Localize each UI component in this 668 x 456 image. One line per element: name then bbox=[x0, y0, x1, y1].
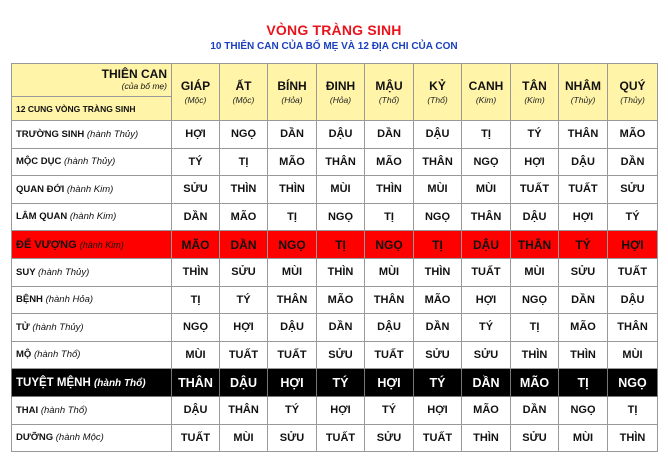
table-row bbox=[12, 148, 658, 176]
table-cell: HỢI bbox=[365, 369, 414, 397]
table-cell: THÌN bbox=[414, 259, 462, 287]
row-label-cell bbox=[12, 341, 172, 369]
row-note: (hành Thủy) bbox=[38, 266, 90, 278]
table-cell: THÂN bbox=[365, 286, 414, 314]
table-cell: TÝ bbox=[365, 397, 414, 425]
table-cell: NGỌ bbox=[365, 231, 414, 259]
table-cell: THÌN bbox=[511, 341, 559, 369]
table-cell: HỢI bbox=[172, 121, 220, 149]
table-cell: THÂN bbox=[462, 203, 511, 231]
table-cell: TUẤT bbox=[608, 259, 658, 287]
page-title: VÒNG TRÀNG SINH bbox=[266, 22, 402, 38]
table-cell: DẬU bbox=[608, 286, 658, 314]
table-cell: TÝ bbox=[220, 286, 268, 314]
table-cell: THÂN bbox=[220, 397, 268, 425]
table-cell: MÙI bbox=[511, 259, 559, 287]
table-cell: MÃO bbox=[608, 121, 658, 149]
corner-note-label: (của bố mẹ) bbox=[121, 81, 167, 91]
row-note: (hành Thổ) bbox=[40, 404, 88, 416]
row-note: (hành Kim) bbox=[69, 211, 117, 223]
table-cell: NGỌ bbox=[559, 397, 608, 425]
table-cell: HỢI bbox=[608, 231, 658, 259]
table-cell: TÝ bbox=[414, 369, 462, 397]
table-cell: TỊ bbox=[172, 286, 220, 314]
stem-element: (Thủy) bbox=[570, 94, 596, 105]
stem-header bbox=[414, 64, 462, 121]
table-cell: NGỌ bbox=[414, 203, 462, 231]
row-note: (hành Kim) bbox=[79, 239, 124, 250]
stem-element: (Thủy) bbox=[620, 94, 645, 105]
table-cell: TÝ bbox=[511, 121, 559, 149]
table-cell: TUẤT bbox=[365, 341, 414, 369]
stem-element: (Thổ) bbox=[378, 94, 400, 105]
table-cell: TUẤT bbox=[268, 341, 317, 369]
table-cell: MÃO bbox=[414, 286, 462, 314]
table-cell: MÙI bbox=[608, 341, 658, 369]
table-cell: THÌN bbox=[365, 176, 414, 204]
table-cell: SỬU bbox=[220, 259, 268, 287]
table-row bbox=[12, 341, 658, 369]
stem-element: (Mộc) bbox=[232, 94, 255, 105]
stem-name: TÂN bbox=[522, 78, 547, 93]
table-cell: TỊ bbox=[511, 314, 559, 342]
row-note: (hành Thổ) bbox=[93, 377, 146, 389]
table-cell: TUẤT bbox=[511, 176, 559, 204]
row-note: (hành Thủy) bbox=[86, 128, 139, 140]
table-cell: SỬU bbox=[268, 424, 317, 452]
stem-name: MẬU bbox=[375, 78, 403, 93]
table-cell: THÂN bbox=[414, 148, 462, 176]
stem-element: (Thổ) bbox=[427, 94, 448, 105]
row-label-cell bbox=[12, 203, 172, 231]
table-cell: DẬU bbox=[220, 369, 268, 397]
stem-element: (Hỏa) bbox=[329, 94, 352, 105]
table-row bbox=[12, 176, 658, 204]
table-cell: TUẤT bbox=[220, 341, 268, 369]
table-cell: DẬU bbox=[511, 203, 559, 231]
table-cell: DẬU bbox=[559, 148, 608, 176]
table-cell: MÃO bbox=[559, 314, 608, 342]
table-row bbox=[12, 259, 658, 287]
table-cell: MÃO bbox=[268, 148, 317, 176]
table-cell: MÃO bbox=[172, 231, 220, 259]
table-cell: SỬU bbox=[317, 341, 365, 369]
row-label-cell bbox=[12, 121, 172, 149]
table-cell: DẦN bbox=[414, 314, 462, 342]
table-cell: HỢI bbox=[220, 314, 268, 342]
table-cell: DẬU bbox=[414, 121, 462, 149]
table-cell: TUẤT bbox=[172, 424, 220, 452]
table-row bbox=[12, 231, 658, 259]
table-cell: MÃO bbox=[317, 286, 365, 314]
table-cell: THÌN bbox=[608, 424, 658, 452]
table-cell: THÂN bbox=[268, 286, 317, 314]
table-row bbox=[12, 369, 658, 397]
table-cell: DẦN bbox=[559, 286, 608, 314]
row-label-cell bbox=[12, 259, 172, 287]
table-cell: HỢI bbox=[462, 286, 511, 314]
table-cell: HỢI bbox=[559, 203, 608, 231]
table-cell: THÌN bbox=[559, 341, 608, 369]
row-label: THAI bbox=[16, 404, 39, 416]
table-cell: MÙI bbox=[462, 176, 511, 204]
table-cell: MÙI bbox=[414, 176, 462, 204]
row-label: TRƯỜNG SINH bbox=[16, 128, 85, 140]
table-cell: SỬU bbox=[172, 176, 220, 204]
table-cell: HỢI bbox=[317, 397, 365, 425]
row-note: (hành Hỏa) bbox=[45, 294, 94, 306]
corner-main-label: THIÊN CAN bbox=[101, 67, 167, 81]
header-corner bbox=[12, 64, 172, 97]
table-cell: THÌN bbox=[462, 424, 511, 452]
table-row bbox=[12, 397, 658, 425]
table-row bbox=[12, 286, 658, 314]
table-cell: THÌN bbox=[220, 176, 268, 204]
table-cell: THÂN bbox=[608, 314, 658, 342]
stem-name: BÍNH bbox=[277, 78, 307, 93]
table-cell: MÃO bbox=[220, 203, 268, 231]
table-cell: THÌN bbox=[317, 259, 365, 287]
table-cell: DẦN bbox=[172, 203, 220, 231]
table-cell: SỬU bbox=[511, 424, 559, 452]
row-note: (hành Thủy) bbox=[64, 156, 116, 168]
row-label: MỘC DỤC bbox=[16, 156, 62, 168]
table-cell: THÌN bbox=[268, 176, 317, 204]
table-cell: DẦN bbox=[317, 314, 365, 342]
table-cell: MÙI bbox=[268, 259, 317, 287]
table-cell: TỊ bbox=[462, 121, 511, 149]
stem-header bbox=[608, 64, 658, 121]
stem-name: ẤT bbox=[235, 78, 252, 93]
table-cell: DẦN bbox=[220, 231, 268, 259]
table-cell: SỬU bbox=[559, 259, 608, 287]
stem-name: CANH bbox=[468, 78, 504, 93]
table-cell: TÝ bbox=[268, 397, 317, 425]
row-label-cell bbox=[12, 286, 172, 314]
table-cell: NGỌ bbox=[608, 369, 658, 397]
table-cell: THÂN bbox=[317, 148, 365, 176]
table-cell: TÝ bbox=[462, 314, 511, 342]
table-cell: DẬU bbox=[365, 314, 414, 342]
header-row bbox=[12, 64, 658, 97]
table-cell: HỢI bbox=[511, 148, 559, 176]
stem-header bbox=[268, 64, 317, 121]
table-cell: DẦN bbox=[511, 397, 559, 425]
table-cell: NGỌ bbox=[172, 314, 220, 342]
stem-name: KỶ bbox=[429, 78, 446, 93]
row-label: QUAN ĐỚI bbox=[16, 183, 65, 195]
table-cell: TÝ bbox=[608, 203, 658, 231]
table-cell: DẦN bbox=[462, 369, 511, 397]
row-label-cell bbox=[12, 176, 172, 204]
table-cell: NGỌ bbox=[268, 231, 317, 259]
row-label: MỘ bbox=[16, 349, 32, 361]
table-row bbox=[12, 424, 658, 452]
table-cell: DẬU bbox=[317, 121, 365, 149]
table-cell: MÙI bbox=[172, 341, 220, 369]
row-label: BỆNH bbox=[16, 294, 43, 306]
table-cell: TÝ bbox=[172, 148, 220, 176]
table-cell: NGỌ bbox=[511, 286, 559, 314]
table-cell: TỊ bbox=[365, 203, 414, 231]
table-cell: THÂN bbox=[172, 369, 220, 397]
stem-header bbox=[511, 64, 559, 121]
table-cell: THÂN bbox=[511, 231, 559, 259]
table-cell: MÙI bbox=[220, 424, 268, 452]
table-cell: TÝ bbox=[317, 369, 365, 397]
table-cell: SỬU bbox=[608, 176, 658, 204]
table-cell: MÃO bbox=[365, 148, 414, 176]
stem-header bbox=[462, 64, 511, 121]
table-cell: TỊ bbox=[268, 203, 317, 231]
table-cell: TỊ bbox=[317, 231, 365, 259]
table-cell: MÃO bbox=[462, 397, 511, 425]
table-cell: SỬU bbox=[365, 424, 414, 452]
table-cell: MÙI bbox=[317, 176, 365, 204]
truong-sinh-table bbox=[11, 63, 658, 452]
stem-element: (Kim) bbox=[524, 94, 545, 105]
row-label-cell bbox=[12, 148, 172, 176]
table-cell: MÃO bbox=[511, 369, 559, 397]
table-cell: SỬU bbox=[462, 341, 511, 369]
row-note: (hành Kim) bbox=[66, 183, 114, 195]
row-label: TUYỆT MỆNH bbox=[16, 376, 91, 389]
table-cell: DẦN bbox=[268, 121, 317, 149]
stem-header bbox=[559, 64, 608, 121]
table-cell: SỬU bbox=[414, 341, 462, 369]
stem-header bbox=[172, 64, 220, 121]
corner-sub-label: 12 CUNG VÒNG TRÀNG SINH bbox=[12, 97, 172, 121]
row-label-cell bbox=[12, 424, 172, 452]
table-cell: DẦN bbox=[365, 121, 414, 149]
table-cell: TỊ bbox=[220, 148, 268, 176]
table-cell: THÌN bbox=[172, 259, 220, 287]
stem-element: (Hỏa) bbox=[281, 94, 303, 105]
row-note: (hành Mộc) bbox=[55, 432, 104, 444]
table-cell: DẬU bbox=[268, 314, 317, 342]
table-cell: TUẤT bbox=[317, 424, 365, 452]
page-subtitle: 10 THIÊN CAN CỦA BỐ MẸ VÀ 12 ĐỊA CHI CỦA CON bbox=[210, 41, 458, 52]
table-row bbox=[12, 203, 658, 231]
table-cell: TUẤT bbox=[462, 259, 511, 287]
row-label: TỬ bbox=[16, 321, 30, 333]
row-label: DƯỠNG bbox=[16, 432, 54, 444]
table-cell: HỢI bbox=[414, 397, 462, 425]
table-cell: DẦN bbox=[608, 148, 658, 176]
row-label: LÂM QUAN bbox=[16, 211, 68, 223]
table-cell: THÂN bbox=[559, 121, 608, 149]
row-label-cell bbox=[12, 369, 172, 397]
table-cell: TỊ bbox=[608, 397, 658, 425]
table-cell: HỢI bbox=[268, 369, 317, 397]
table-cell: NGỌ bbox=[462, 148, 511, 176]
stem-name: NHÂM bbox=[565, 78, 601, 93]
stem-name: QUÝ bbox=[619, 78, 646, 93]
row-label: SUY bbox=[16, 266, 36, 278]
table-cell: DẬU bbox=[172, 397, 220, 425]
row-label-cell bbox=[12, 397, 172, 425]
stem-name: ĐINH bbox=[325, 78, 356, 93]
row-label-cell bbox=[12, 314, 172, 342]
table-cell: TÝ bbox=[559, 231, 608, 259]
table-cell: TỊ bbox=[414, 231, 462, 259]
table-cell: TỊ bbox=[559, 369, 608, 397]
row-label-cell bbox=[12, 231, 172, 259]
stem-name: GIÁP bbox=[180, 78, 211, 93]
stem-header bbox=[317, 64, 365, 121]
table-cell: NGỌ bbox=[220, 121, 268, 149]
table-row bbox=[12, 121, 658, 149]
table-cell: TUẤT bbox=[559, 176, 608, 204]
table-body bbox=[12, 64, 658, 452]
table-cell: DẬU bbox=[462, 231, 511, 259]
stem-element: (Kim) bbox=[475, 94, 497, 105]
table-row bbox=[12, 314, 658, 342]
row-note: (hành Thủy) bbox=[32, 321, 84, 333]
table-cell: TUẤT bbox=[414, 424, 462, 452]
stem-element: (Mộc) bbox=[184, 94, 207, 105]
row-note: (hành Thổ) bbox=[33, 349, 81, 361]
stem-header bbox=[220, 64, 268, 121]
table-cell: NGỌ bbox=[317, 203, 365, 231]
table-cell: MÙI bbox=[559, 424, 608, 452]
stem-header bbox=[365, 64, 414, 121]
row-label: ĐẾ VƯỢNG bbox=[16, 238, 77, 251]
table-cell: MÙI bbox=[365, 259, 414, 287]
